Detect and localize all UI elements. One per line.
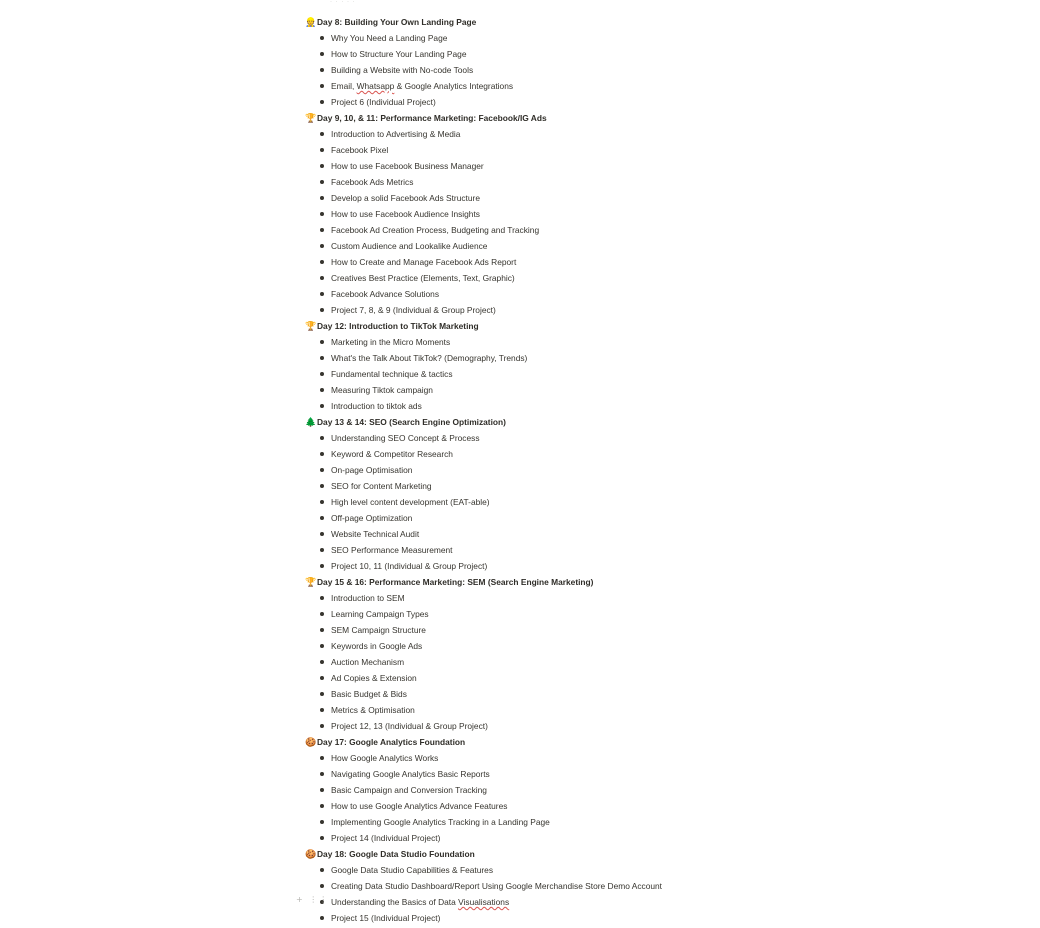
list-item-text: Fundamental technique & tactics	[331, 369, 453, 379]
bullet-icon	[320, 596, 324, 600]
list-item[interactable]	[305, 638, 865, 654]
bullet-icon	[320, 772, 324, 776]
section-emoji-icon: 🍪	[305, 737, 317, 747]
list-item-text: On-page Optimisation	[331, 465, 413, 475]
list-item-text: Keyword & Competitor Research	[331, 449, 453, 459]
bullet-icon	[320, 292, 324, 296]
section-title: Day 12: Introduction to TikTok Marketing	[317, 321, 479, 331]
list-item-text: How to use Facebook Business Manager	[331, 161, 484, 171]
list-item-text: Ad Copies & Extension	[331, 673, 417, 683]
list-item-text: How Google Analytics Works	[331, 753, 439, 763]
list-item-text: Google Data Studio Capabilities & Features	[331, 865, 494, 875]
list-item[interactable]	[305, 798, 865, 814]
section-heading-day-17-google-analytics-foundation[interactable]	[305, 734, 865, 750]
list-item-text: Project 10, 11 (Individual & Group Project)	[331, 561, 488, 571]
list-item[interactable]	[305, 894, 865, 910]
list-item[interactable]	[305, 750, 865, 766]
list-item[interactable]	[305, 206, 865, 222]
bullet-icon	[320, 644, 324, 648]
list-item-text: Facebook Ad Creation Process, Budgeting and Tracking	[331, 225, 540, 235]
list-item[interactable]	[305, 542, 865, 558]
list-item-text: Basic Campaign and Conversion Tracking	[331, 785, 487, 795]
list-item[interactable]	[305, 622, 865, 638]
list-item[interactable]	[305, 558, 865, 574]
bullet-icon	[320, 500, 324, 504]
list-item[interactable]	[305, 382, 865, 398]
list-item-text: Project 7, 8, & 9 (Individual & Group Project)	[331, 305, 496, 315]
previous-content-fade: · · · · ·	[330, 0, 356, 4]
bullet-icon	[320, 228, 324, 232]
list-item[interactable]	[305, 126, 865, 142]
list-item-text: Facebook Pixel	[331, 145, 389, 155]
list-item[interactable]	[305, 590, 865, 606]
list-item[interactable]	[305, 222, 865, 238]
list-item-text: Project 6 (Individual Project)	[331, 97, 436, 107]
bullet-icon	[320, 516, 324, 520]
list-item-text: Project 14 (Individual Project)	[331, 833, 441, 843]
list-item[interactable]	[305, 782, 865, 798]
section-heading-day-9-10-11-performance-marketing-facebo[interactable]	[305, 110, 865, 126]
list-item[interactable]	[305, 238, 865, 254]
bullet-icon	[320, 244, 324, 248]
bullet-icon	[320, 276, 324, 280]
list-item-text: Why You Need a Landing Page	[331, 33, 448, 43]
bullet-icon	[320, 84, 324, 88]
bullet-icon	[320, 532, 324, 536]
list-item-text: Metrics & Optimisation	[331, 705, 415, 715]
spellcheck-flag[interactable]: Visualisations	[458, 897, 510, 907]
bullet-icon	[320, 180, 324, 184]
section-heading-day-18-google-data-studio-foundation[interactable]	[305, 846, 865, 862]
bullet-icon	[320, 756, 324, 760]
list-item[interactable]	[305, 270, 865, 286]
list-item-text: Implementing Google Analytics Tracking in a Landing Page	[331, 817, 550, 827]
drag-handle-icon[interactable]: ⋮⋮	[309, 895, 330, 904]
bullet-icon	[320, 564, 324, 568]
list-item[interactable]	[305, 446, 865, 462]
block-handle[interactable]	[296, 895, 329, 904]
section-emoji-icon: 🏆	[305, 577, 317, 587]
list-item-text: Creatives Best Practice (Elements, Text, Graphic)	[331, 273, 515, 283]
bullet-icon	[320, 708, 324, 712]
list-item[interactable]	[305, 862, 865, 878]
list-item[interactable]	[305, 462, 865, 478]
list-item-text: Off-page Optimization	[331, 513, 413, 523]
list-item[interactable]	[305, 350, 865, 366]
spellcheck-flag[interactable]: Whatsapp	[356, 81, 395, 91]
list-item[interactable]	[305, 478, 865, 494]
list-item[interactable]	[305, 174, 865, 190]
bullet-icon	[320, 804, 324, 808]
bullet-icon	[320, 68, 324, 72]
list-item[interactable]	[305, 702, 865, 718]
bullet-icon	[320, 868, 324, 872]
list-item-text: Facebook Advance Solutions	[331, 289, 440, 299]
list-item[interactable]	[305, 430, 865, 446]
list-item[interactable]	[305, 158, 865, 174]
list-item-text: How to Structure Your Landing Page	[331, 49, 467, 59]
list-item[interactable]	[305, 30, 865, 46]
list-item-text: Marketing in the Micro Moments	[331, 337, 451, 347]
list-item-text: What's the Talk About TikTok? (Demography, Trends)	[331, 353, 528, 363]
list-item-text: Project 15 (Individual Project)	[331, 913, 441, 923]
list-item-text: How to Create and Manage Facebook Ads Report	[331, 257, 517, 267]
list-item[interactable]	[305, 62, 865, 78]
list-item[interactable]	[305, 78, 865, 94]
list-item-text: Facebook Ads Metrics	[331, 177, 414, 187]
list-item[interactable]	[305, 878, 865, 894]
list-item-text: Measuring Tiktok campaign	[331, 385, 433, 395]
list-item-text: Basic Budget & Bids	[331, 689, 407, 699]
document-body	[305, 14, 865, 926]
bullet-icon	[320, 148, 324, 152]
list-item-text: Develop a solid Facebook Ads Structure	[331, 193, 480, 203]
add-block-icon[interactable]: +	[296, 895, 305, 904]
bullet-icon	[320, 724, 324, 728]
list-item-text: Understanding the Basics of Data Visualisations	[331, 897, 510, 907]
list-item-text: Building a Website with No-code Tools	[331, 65, 474, 75]
list-item[interactable]	[305, 366, 865, 382]
section-heading-day-13-14-seo-search-engine-optimization[interactable]	[305, 414, 865, 430]
section-title: Day 15 & 16: Performance Marketing: SEM (Search Engine Marketing)	[317, 577, 594, 587]
section-title: Day 8: Building Your Own Landing Page	[317, 17, 477, 27]
bullet-icon	[320, 308, 324, 312]
list-item-text: Understanding SEO Concept & Process	[331, 433, 480, 443]
bullet-icon	[320, 340, 324, 344]
list-item[interactable]	[305, 494, 865, 510]
bullet-icon	[320, 436, 324, 440]
bullet-icon	[320, 100, 324, 104]
bullet-icon	[320, 132, 324, 136]
bullet-icon	[320, 884, 324, 888]
list-item-text: How to use Facebook Audience Insights	[331, 209, 480, 219]
list-item-text: SEM Campaign Structure	[331, 625, 426, 635]
bullet-icon	[320, 484, 324, 488]
section-title: Day 17: Google Analytics Foundation	[317, 737, 466, 747]
bullet-icon	[320, 692, 324, 696]
bullet-icon	[320, 452, 324, 456]
list-item[interactable]	[305, 686, 865, 702]
list-item[interactable]	[305, 334, 865, 350]
bullet-icon	[320, 676, 324, 680]
bullet-icon	[320, 372, 324, 376]
list-item[interactable]	[305, 94, 865, 110]
list-item-text: Custom Audience and Lookalike Audience	[331, 241, 488, 251]
list-item-text: Email, Whatsapp & Google Analytics Integrations	[331, 81, 514, 91]
list-item-text: High level content development (EAT-able)	[331, 497, 490, 507]
bullet-icon	[320, 548, 324, 552]
list-item[interactable]	[305, 654, 865, 670]
section-emoji-icon: 🍪	[305, 849, 317, 859]
list-item[interactable]	[305, 526, 865, 542]
list-item-text: Introduction to Advertising & Media	[331, 129, 461, 139]
list-item[interactable]	[305, 814, 865, 830]
bullet-icon	[320, 164, 324, 168]
list-item-text: Learning Campaign Types	[331, 609, 429, 619]
section-heading-day-8-building-your-own-landing-page[interactable]	[305, 14, 865, 30]
list-item-text: Auction Mechanism	[331, 657, 405, 667]
bullet-icon	[320, 196, 324, 200]
list-item[interactable]	[305, 286, 865, 302]
section-heading-day-12-introduction-to-tiktok-marketing[interactable]	[305, 318, 865, 334]
bullet-icon	[320, 404, 324, 408]
list-item-text: SEO Performance Measurement	[331, 545, 453, 555]
section-emoji-icon: 🏆	[305, 113, 317, 123]
list-item-text: How to use Google Analytics Advance Features	[331, 801, 508, 811]
list-item[interactable]	[305, 302, 865, 318]
section-emoji-icon: 👷	[305, 17, 317, 27]
list-item[interactable]	[305, 398, 865, 414]
list-item[interactable]	[305, 830, 865, 846]
list-item[interactable]	[305, 910, 865, 926]
bullet-icon	[320, 612, 324, 616]
bullet-icon	[320, 260, 324, 264]
bullet-icon	[320, 356, 324, 360]
list-item-text: Introduction to tiktok ads	[331, 401, 422, 411]
bullet-icon	[320, 916, 324, 920]
section-emoji-icon: 🌲	[305, 417, 317, 427]
bullet-icon	[320, 820, 324, 824]
section-title: Day 9, 10, & 11: Performance Marketing: Facebook/IG Ads	[317, 113, 547, 123]
bullet-icon	[320, 628, 324, 632]
list-item[interactable]	[305, 254, 865, 270]
list-item[interactable]	[305, 142, 865, 158]
section-emoji-icon: 🏆	[305, 321, 317, 331]
section-heading-day-15-16-performance-marketing-sem-sear[interactable]	[305, 574, 865, 590]
bullet-icon	[320, 660, 324, 664]
list-item[interactable]	[305, 766, 865, 782]
bullet-icon	[320, 468, 324, 472]
list-item-text: Project 12, 13 (Individual & Group Project)	[331, 721, 488, 731]
bullet-icon	[320, 836, 324, 840]
bullet-icon	[320, 388, 324, 392]
bullet-icon	[320, 212, 324, 216]
list-item[interactable]	[305, 606, 865, 622]
bullet-icon	[320, 788, 324, 792]
list-item-text: Introduction to SEM	[331, 593, 405, 603]
list-item-text: Keywords in Google Ads	[331, 641, 423, 651]
list-item-text: Navigating Google Analytics Basic Reports	[331, 769, 490, 779]
list-item-text: SEO for Content Marketing	[331, 481, 432, 491]
list-item[interactable]	[305, 46, 865, 62]
bullet-icon	[320, 52, 324, 56]
list-item[interactable]	[305, 670, 865, 686]
list-item[interactable]	[305, 718, 865, 734]
list-item-text: Website Technical Audit	[331, 529, 420, 539]
list-item-text: Creating Data Studio Dashboard/Report Using Google Merchandise Store Demo Account	[331, 881, 662, 891]
section-title: Day 18: Google Data Studio Foundation	[317, 849, 475, 859]
list-item[interactable]	[305, 190, 865, 206]
section-title: Day 13 & 14: SEO (Search Engine Optimization)	[317, 417, 506, 427]
list-item[interactable]	[305, 510, 865, 526]
bullet-icon	[320, 36, 324, 40]
